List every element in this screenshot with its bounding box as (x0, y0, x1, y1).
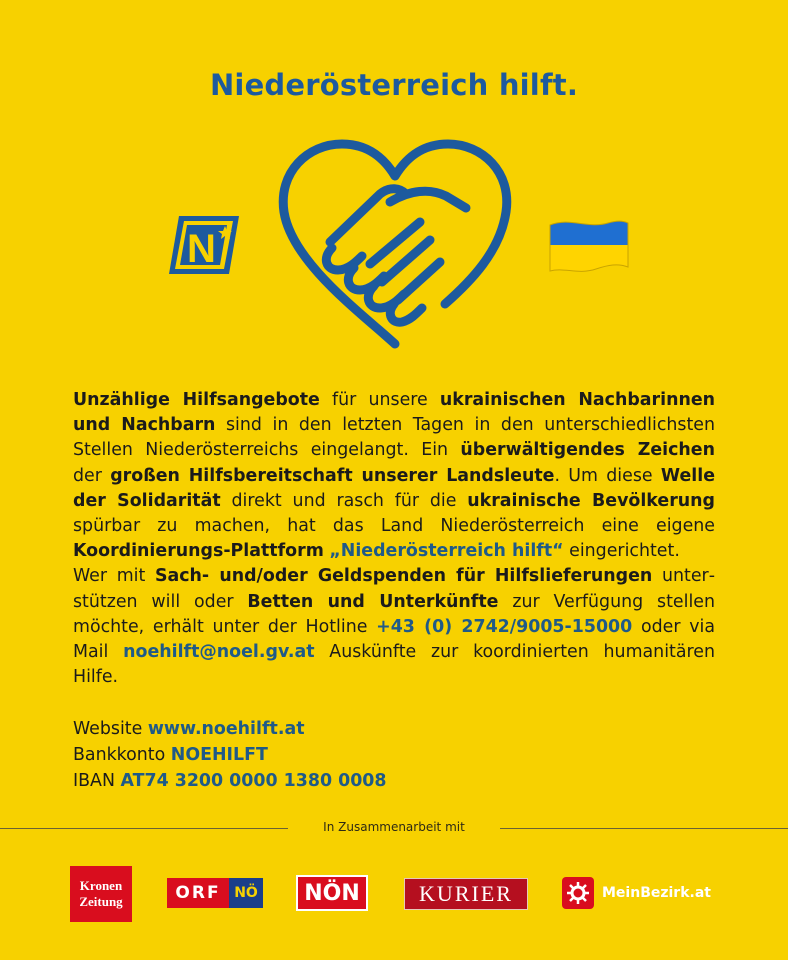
meinbezirk-icon (562, 877, 594, 909)
kurier-logo: KURIER (404, 878, 528, 910)
contact-details (73, 716, 715, 794)
svg-text:N: N (187, 227, 216, 271)
contact-paragraph: Wer mit Sach- und/oder Geldspenden für Hilfslieferungen unterstützen will oder Betten und Unterkünfte zur Verfügung stellen möchte, erhält unter der Hotline +43 (0) 2742/9005-15000 oder via Mail noehilft@noel.gv.at Auskünfte zur koordinierten humanitären Hilfe. (73, 566, 715, 688)
noen-logo: NÖN (296, 875, 368, 911)
bank-account: NOEHILFT (170, 745, 268, 765)
noe-n-logo-icon (167, 212, 241, 278)
iban-line: IBAN AT74 3200 0000 1380 0008 (73, 771, 387, 791)
iban-value: AT74 3200 0000 1380 0008 (120, 771, 387, 791)
website-line: Website www.noehilft.at (73, 719, 305, 739)
info-paragraph (73, 388, 715, 690)
kronen-zeitung-logo: Kronen Zeitung (70, 866, 132, 922)
divider-right (500, 828, 788, 829)
intro-paragraph: Unzählige Hilfsangebote für unsere ukrainischen Nachbarinnen und Nachbarn sind in den letzten Tagen in den unterschiedlichsten Stellen Niederösterreichs eingelangt. Ein überwältigendes Zeichen der großen Hilfsbereitschaft unserer Landsleute. Um diese Welle der Solidarität direkt und rasch für die ukrainische Bevölkerung spürbar zu machen, hat das Land Niederösterreich eine eigene Koordinierungs-Plattform „Niederösterreich hilft“ eingerichtet. (73, 390, 716, 562)
page-title: Niederösterreich hilft. (209, 68, 579, 102)
hotline-link[interactable]: +43 (0) 2742/9005-15000 (376, 616, 633, 637)
ukraine-flag-icon (548, 217, 630, 275)
email-link[interactable]: noehilft@noel.gv.at (123, 642, 315, 663)
handshake-heart-icon (270, 132, 520, 357)
collab-label: In Zusammenarbeit mit (323, 820, 465, 834)
orf-noe-logo: ORF NÖ (167, 878, 263, 908)
website-link[interactable]: www.noehilft.at (147, 719, 305, 739)
bank-line: Bankkonto NOEHILFT (73, 745, 268, 765)
meinbezirk-logo: MeinBezirk.at (562, 876, 722, 910)
